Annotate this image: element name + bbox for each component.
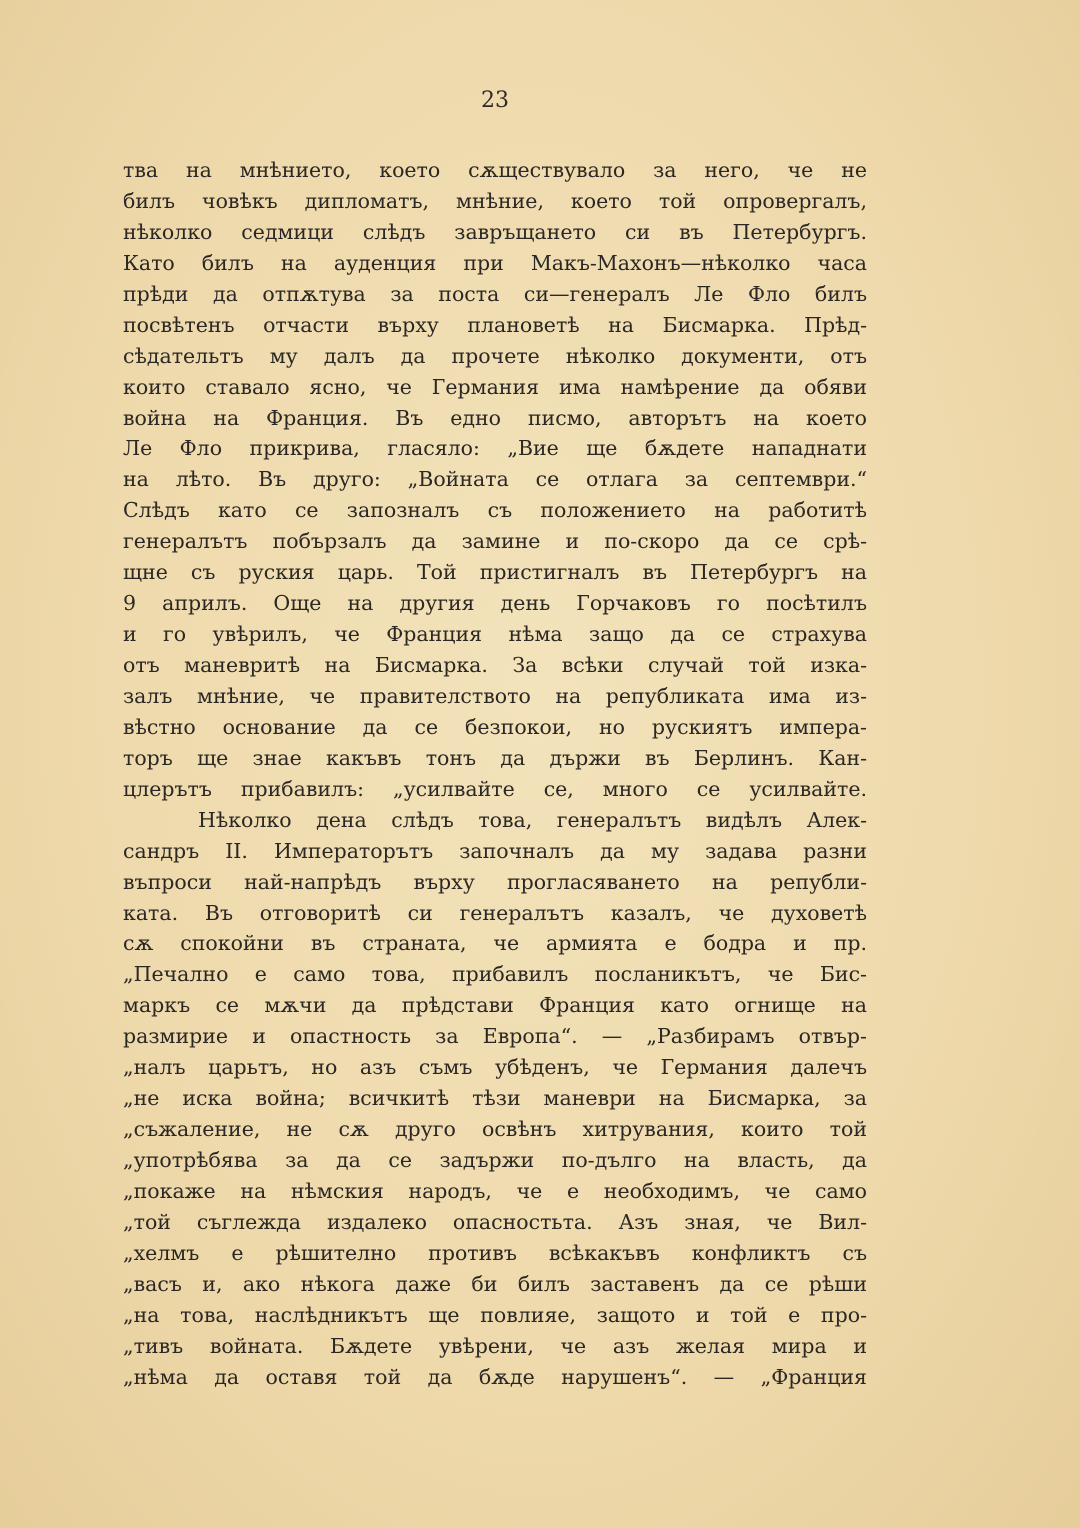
paragraph-start-line: Нѣколко дена слѣдъ това, генералътъ видѣлъ Алек- <box>198 807 867 832</box>
text-line: които ставало ясно, че Германия има намѣрение да обяви <box>123 374 867 399</box>
text-line: „съжаление, не сѫ друго освѣнъ хитрувания, които той <box>123 1117 867 1142</box>
text-line: сѫ спокойни въ страната, че армията е бодра и пр. <box>123 931 867 956</box>
text-line: цлерътъ прибавилъ: „усилвайте се, много се усилвайте. <box>123 776 867 801</box>
text-line: на лѣто. Въ друго: „Войната се отлага за септември.“ <box>123 467 867 492</box>
text-line: „хелмъ е рѣшително противъ всѣкакъвъ конфликтъ съ <box>123 1240 867 1265</box>
text-line: прѣди да отпѫтува за поста си—генералъ Ле Фло билъ <box>123 281 867 306</box>
text-line: посвѣтенъ отчасти върху плановетѣ на Бисмарка. Прѣд- <box>123 312 867 337</box>
text-line: нѣколко седмици слѣдъ завръщането си въ Петербургъ. <box>123 219 867 244</box>
text-line: ката. Въ отговоритѣ си генералътъ казалъ, че духоветѣ <box>123 900 867 925</box>
text-line: Ле Фло прикрива, гласяло: „Вие ще бѫдете нападнати <box>123 436 867 461</box>
text-line: билъ човѣкъ дипломатъ, мнѣние, което той опровергалъ, <box>123 188 867 213</box>
text-line: сѣдательтъ му далъ да прочете нѣколко документи, отъ <box>123 343 867 368</box>
text-line: „употрѣбява за да се задържи по-дълго на власть, да <box>123 1148 867 1172</box>
text-line: „васъ и, ако нѣкога даже би билъ заставенъ да се рѣши <box>123 1271 867 1296</box>
text-line: война на Франция. Въ едно писмо, авторътъ на което <box>123 405 867 430</box>
text-line: въпроси най-напрѣдъ върху прогласяването на републи- <box>123 869 867 894</box>
text-line: „той съглежда издалеко опасностьта. Азъ зная, че Вил- <box>123 1209 867 1234</box>
body-text <box>123 155 867 1393</box>
text-line: „налъ царьтъ, но азъ съмъ убѣденъ, че Германия далечъ <box>123 1055 867 1080</box>
text-line: размирие и опастность за Европа“. — „Разбирамъ отвър- <box>123 1024 867 1049</box>
page-number: 23 <box>481 88 509 113</box>
text-line: 9 априлъ. Още на другия день Горчаковъ го посѣтилъ <box>123 591 867 616</box>
text-line: „не иска война; всичкитѣ тѣзи маневри на Бисмарка, за <box>123 1086 867 1111</box>
text-line: Като билъ на ауденция при Макъ-Махонъ—нѣколко часа <box>123 250 867 275</box>
text-line: вѣстно основание да се безпокои, но рускиятъ импера- <box>123 714 867 739</box>
text-line: Слѣдъ като се запозналъ съ положението на работитѣ <box>123 498 867 523</box>
text-line: щне съ руския царь. Той пристигналъ въ Петербургъ на <box>123 560 867 585</box>
text-line: залъ мнѣние, че правителството на републиката има из- <box>123 683 867 708</box>
text-line: сандръ II. Императорътъ започналъ да му задава разни <box>123 838 867 863</box>
text-line: „покаже на нѣмския народъ, че е необходимъ, че само <box>123 1178 867 1203</box>
text-line: отъ маневритѣ на Бисмарка. За всѣки случай той изка- <box>123 653 867 677</box>
text-line: маркъ се мѫчи да прѣдстави Франция като огнище на <box>123 993 867 1018</box>
text-line: „на това, наслѣдникътъ ще повлияе, защото и той е про- <box>123 1302 867 1327</box>
text-line: „нѣма да оставя той да бѫде нарушенъ“. — „Франция <box>123 1364 867 1389</box>
text-line: торъ ще знае какъвъ тонъ да държи въ Берлинъ. Кан- <box>123 745 867 770</box>
text-line: генералътъ побързалъ да замине и по-скоро да се срѣ- <box>123 529 867 554</box>
text-line: и го увѣрилъ, че Франция нѣма защо да се страхува <box>123 622 867 647</box>
text-line: „Печално е само това, прибавилъ посланикътъ, че Бис- <box>123 962 867 987</box>
text-line: тва на мнѣнието, което сѫществувало за него, че не <box>123 158 867 182</box>
text-line: „тивъ войната. Бѫдете увѣрени, че азъ желая мира и <box>123 1333 867 1358</box>
